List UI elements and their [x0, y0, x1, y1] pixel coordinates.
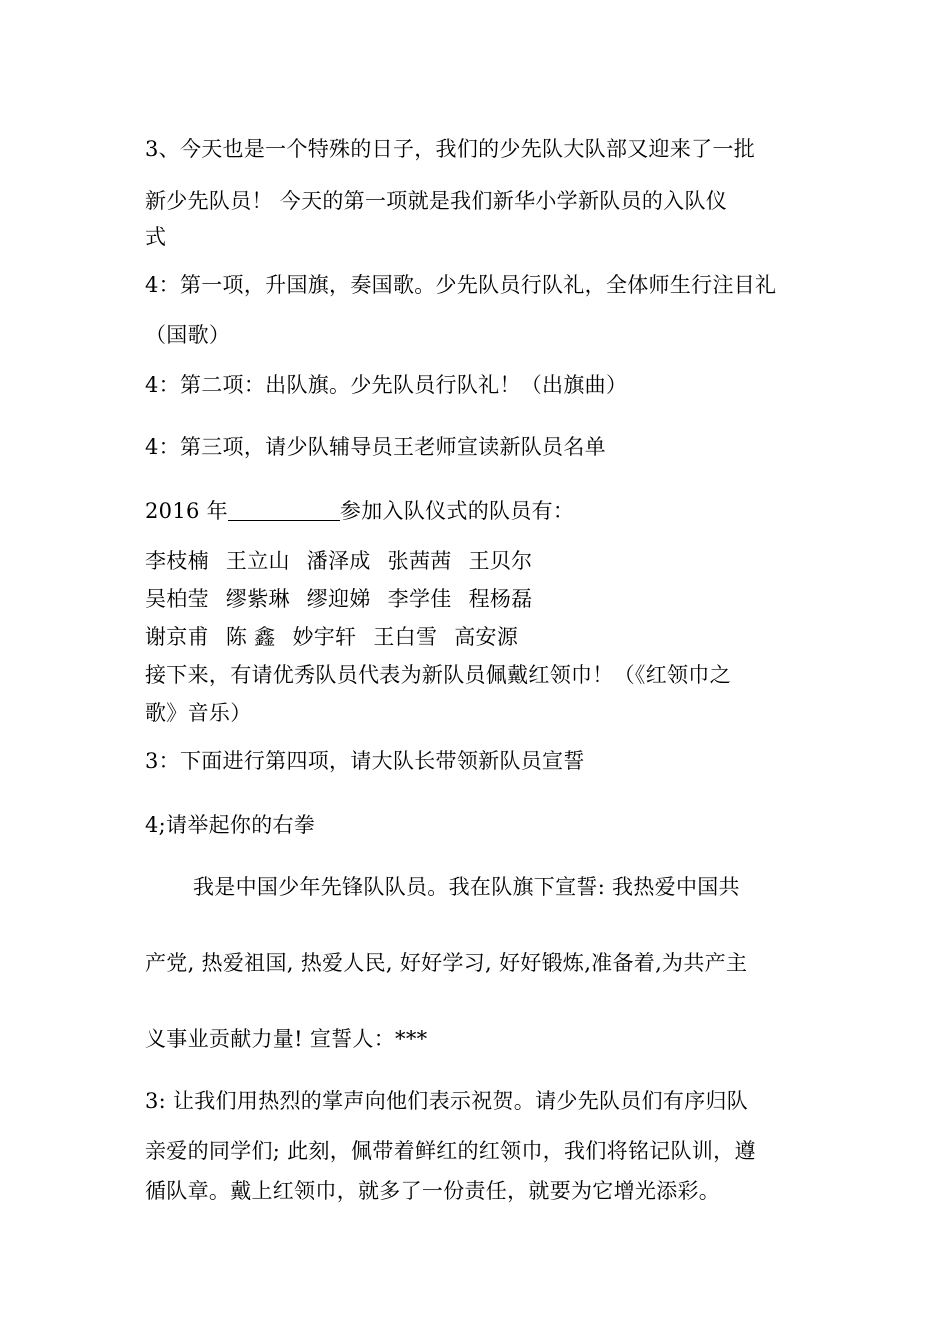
- member-name: 缪紫琳: [225, 587, 290, 611]
- fill-in-blank: [228, 498, 340, 521]
- member-name: 陈 鑫: [225, 625, 276, 649]
- name-row: [145, 584, 810, 614]
- paragraph-line: 4;请举起你的右拳: [145, 813, 316, 837]
- member-name: 潘泽成: [306, 549, 371, 573]
- name-row: [145, 546, 810, 576]
- paragraph-line: 新少先队员！ 今天的第一项就是我们新华小学新队员的入队仪: [145, 189, 728, 213]
- name-row: [145, 622, 810, 652]
- paragraph-line: 4：第二项：出队旗。少先队员行队礼！（出旗曲）: [145, 373, 628, 397]
- paragraph-line: 4：第一项，升国旗，奏国歌。少先队员行队礼，全体师生行注目礼: [145, 273, 777, 297]
- member-name: 李枝楠: [145, 549, 209, 573]
- member-name: 妙宇轩: [292, 625, 357, 649]
- member-name: 王白雪: [373, 625, 438, 649]
- roster-intro-line: [145, 496, 810, 526]
- paragraph-line: 歌》音乐）: [145, 701, 252, 725]
- paragraph-line: 3：下面进行第四项，请大队长带领新队员宣誓: [145, 749, 585, 773]
- roster-intro-text: 参加入队仪式的队员有：: [339, 499, 575, 523]
- member-name: 谢京甫: [145, 625, 209, 649]
- member-name: 高安源: [454, 625, 519, 649]
- paragraph-line: 式: [145, 225, 167, 249]
- paragraph-line: 4：第三项，请少队辅导员王老师宣读新队员名单: [145, 435, 606, 459]
- paragraph-line: （国歌）: [145, 323, 231, 347]
- member-name: 程杨磊: [468, 587, 533, 611]
- member-name: 王贝尔: [468, 549, 533, 573]
- member-name: 李学佳: [387, 587, 452, 611]
- paragraph-line: 循队章。戴上红领巾，就多了一份责任，就要为它增光添彩。: [145, 1179, 721, 1203]
- paragraph-line: 接下来，有请优秀队员代表为新队员佩戴红领巾！（《红领巾之: [145, 663, 731, 687]
- member-name: 缪迎娣: [306, 587, 371, 611]
- member-name: 张茜茜: [387, 549, 452, 573]
- paragraph-line: 3: 让我们用热烈的掌声向他们表示祝贺。请少先队员们有序归队: [145, 1089, 749, 1113]
- paragraph-line: 亲爱的同学们; 此刻，佩带着鲜红的红领巾，我们将铭记队训，遵: [145, 1139, 756, 1163]
- oath-line: 义事业贡献力量! 宣誓人：***: [145, 1027, 428, 1051]
- year-text: 2016 年: [145, 499, 228, 523]
- oath-line: 我是中国少年先锋队队员。我在队旗下宣誓: 我热爱中国共: [193, 875, 740, 899]
- member-name: 吴柏莹: [145, 587, 209, 611]
- paragraph-line: 3、今天也是一个特殊的日子，我们的少先队大队部又迎来了一批: [145, 137, 756, 161]
- oath-line: 产党, 热爱祖国, 热爱人民, 好好学习, 好好锻炼,准备着,为共产主: [145, 951, 748, 975]
- member-name: 王立山: [225, 549, 290, 573]
